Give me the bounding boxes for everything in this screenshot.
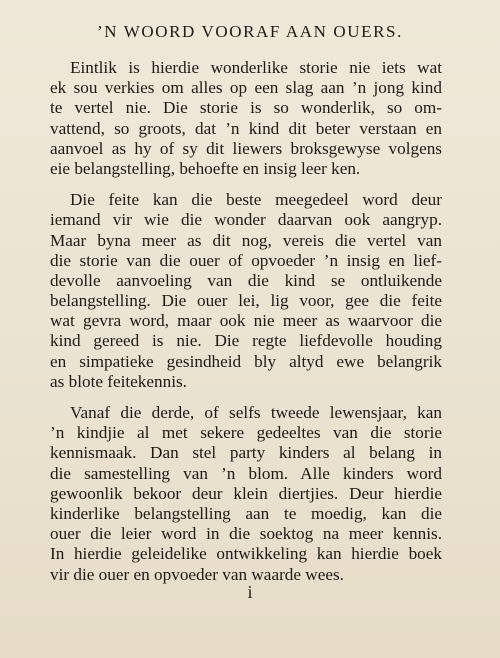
text-line: Eintlik is hierdie wonderlike storie nie iets wat [70,58,442,77]
text-line: kinderlike belangstelling aan te moedig, kan die [50,503,442,523]
text-line: Die feite kan die beste meegedeel word deur [70,190,442,210]
text-line: iemand vir wie die wonder daarvan ook aangryp. [50,210,442,230]
text-line: vattend, so groots, dat ’n kind dit beter verstaan en [50,118,442,138]
text-line: as blote feitekennis. [50,371,187,391]
text-line: gewoonlik bekoor deur klein diertjies. Deur hierdie [50,483,442,503]
text-line: die storie van die ouer of opvoeder ’n insig en lief- [50,250,442,270]
text-line: In hierdie geleidelike ontwikkeling kan hierdie boek [50,544,442,564]
body-text [50,58,442,596]
text-line: ek sou verkies om alles op een slag aan ’n jong kind [50,78,442,98]
paragraph-1 [50,58,442,179]
text-line: en simpatieke gesindheid bly altyd ewe belangrik [50,351,442,371]
text-line: belangstelling. Die ouer lei, lig voor, gee die feite [50,291,442,311]
text-line: kind gereed is nie. Die regte liefdevolle houding [50,331,442,351]
text-line: ouer die leier word in die soektog na meer kennis. [50,524,442,544]
text-line: die samestelling van ’n blom. Alle kinders word [50,463,442,483]
text-line: wat gevra word, maar ook nie meer as waarvoor die [50,311,442,331]
page-number: i [247,582,253,602]
text-line: vir die ouer en opvoeder van waarde wees. [50,564,344,584]
paragraph-2 [50,190,442,392]
text-line: kennismaak. Dan stel party kinders al belang in [50,443,442,463]
text-line: devolle aanvoeling van die kind se ontluikende [50,270,442,290]
page-title: ’N WOORD VOORAF AAN OUERS. [97,22,403,41]
text-line: Vanaf die derde, of selfs tweede lewensjaar, kan [70,403,442,422]
text-line: aanvoel as hy of sy dit liewers broksgewyse volgens [50,138,442,158]
text-line: ’n kindjie al met sekere gedeeltes van die storie [50,423,442,443]
text-line: Maar byna meer as dit nog, vereis die vertel van [50,230,442,250]
text-line: eie belangstelling, behoefte en insig leer ken. [50,158,361,178]
text-line: te vertel nie. Die storie is so wonderlik, so om- [50,98,442,118]
paragraph-3 [50,403,442,585]
